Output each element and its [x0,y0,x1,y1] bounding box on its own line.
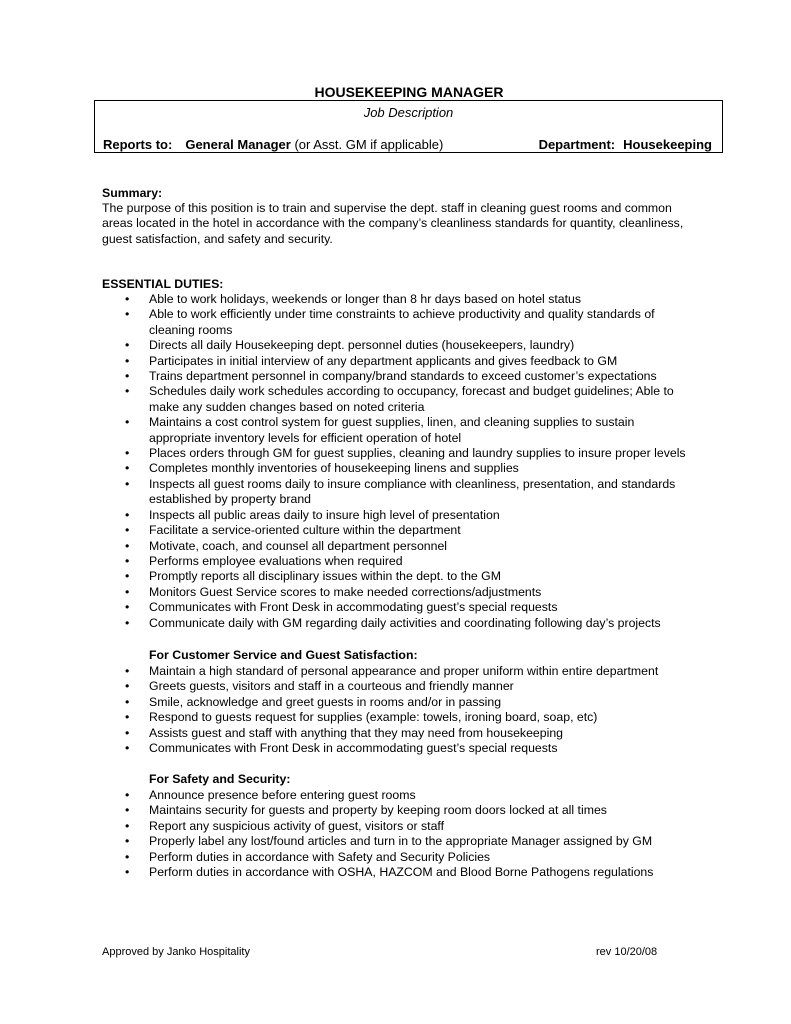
summary-heading: Summary: [102,186,163,200]
list-item [0,616,686,631]
list-item-text: Communicate daily with GM regarding daily activities and coordinating following day’s projects [149,615,661,630]
list-item [0,446,686,461]
list-item-text: Communicates with Front Desk in accommodating guest’s special requests [149,600,558,615]
list-item [0,819,653,834]
list-item [0,569,686,584]
reports-to-label: Reports to: [103,137,173,152]
safety-security-list [0,788,653,880]
list-item-text: Inspects all public areas daily to insure high level of presentation [149,507,500,522]
bullet-icon: • [125,818,130,833]
list-item-text: cleaning rooms [149,322,233,337]
list-item-text: Performs employee evaluations when required [149,553,403,568]
bullet-icon: • [125,725,130,740]
list-item [0,461,686,476]
list-item-text: Directs all daily Housekeeping dept. personnel duties (housekeepers, laundry) [149,338,575,353]
bullet-icon: • [125,292,130,306]
bullet-icon: • [125,353,130,368]
bullet-icon: • [125,569,130,584]
footer-revision: rev 10/20/08 [596,946,658,958]
list-item [0,664,658,679]
list-item-text: Respond to guests request for supplies (example: towels, ironing board, soap, etc) [149,710,598,725]
list-item-text: Communicates with Front Desk in accommodating guest’s special requests [149,741,558,756]
page-title: HOUSEKEEPING MANAGER [314,84,504,100]
reports-to-line [103,137,443,152]
list-item-text: Places orders through GM for guest supplies, cleaning and laundry supplies to insure proper levels [149,446,686,461]
bullet-icon: • [125,553,130,568]
customer-service-heading: For Customer Service and Guest Satisfaction: [149,648,418,662]
bullet-icon: • [125,615,130,630]
list-item-text: Monitors Guest Service scores to make needed corrections/adjustments [149,584,542,599]
summary-line: areas located in the hotel in accordance with the company’s cleanliness standards for quantity, cleanliness, [102,216,684,231]
list-item [0,695,658,710]
list-item-text: make any sudden changes based on noted criteria [149,399,425,414]
summary-body [102,201,722,247]
list-item [0,539,686,554]
bullet-icon: • [125,694,130,709]
bullet-icon: • [125,507,130,522]
reports-to-value: General Manager [185,137,291,152]
bullet-icon: • [125,369,130,384]
list-item-text: Maintain a high standard of personal appearance and proper uniform within entire department [149,664,659,678]
bullet-icon: • [125,415,130,430]
bullet-icon: • [125,679,130,694]
list-item-text: established by property brand [149,492,312,507]
list-item-text: Schedules daily work schedules according to occupancy, forecast and budget guidelines; Able to [149,384,674,399]
list-item-text: Maintains security for guests and property by keeping room doors locked at all times [149,803,607,818]
list-item [0,865,653,880]
bullet-icon: • [125,664,130,678]
list-item-text: Perform duties in accordance with OSHA, HAZCOM and Blood Borne Pathogens regulations [149,865,654,880]
list-item [0,523,686,538]
list-item [0,726,658,741]
list-item-text: Able to work holidays, weekends or longer than 8 hr days based on hotel status [149,292,582,306]
bullet-icon: • [125,710,130,725]
list-item [0,600,686,615]
bullet-icon: • [125,476,130,491]
list-item-text: Smile, acknowledge and greet guests in rooms and/or in passing [149,694,502,709]
bullet-icon: • [125,803,130,818]
bullet-icon: • [125,788,130,802]
list-item [0,710,658,725]
bullet-icon: • [125,446,130,461]
list-item-text: Announce presence before entering guest rooms [149,788,416,802]
bullet-icon: • [125,741,130,756]
department-line [539,137,712,152]
list-item [0,508,686,523]
list-item [0,679,658,694]
bullet-icon: • [125,307,130,322]
bullet-icon: • [125,600,130,615]
list-item [0,354,686,369]
list-item [0,741,658,756]
safety-security-heading: For Safety and Security: [149,772,291,786]
footer-approved: Approved by Janko Hospitality [102,946,250,958]
list-item [0,803,653,818]
list-item-text: Completes monthly inventories of housekeeping linens and supplies [149,461,519,476]
department-label: Department: [538,137,616,152]
list-item-text: Inspects all guest rooms daily to insure compliance with cleanliness, presentation, and standards [149,476,676,491]
list-item-text: Assists guest and staff with anything that they may need from housekeeping [149,725,564,740]
list-item [0,415,686,446]
list-item [0,338,686,353]
list-item-text: appropriate inventory levels for efficient operation of hotel [149,430,462,445]
list-item-text: Trains department personnel in company/brand standards to exceed customer’s expectations [149,369,657,384]
bullet-icon: • [125,384,130,399]
list-item-text: Motivate, coach, and counsel all department personnel [149,538,448,553]
essential-duties-list [0,292,686,631]
list-item [0,585,686,600]
summary-line: guest satisfaction, and safety and security. [102,231,333,246]
list-item-text: Properly label any lost/found articles and turn in to the appropriate Manager assigned by GM [149,834,653,849]
bullet-icon: • [125,584,130,599]
bullet-icon: • [125,865,130,880]
customer-service-list [0,664,658,756]
list-item [0,307,686,338]
header-box [94,100,723,153]
department-value: Housekeeping [623,137,712,152]
list-item [0,292,686,307]
list-item [0,834,653,849]
list-item-text: Greets guests, visitors and staff in a courteous and friendly manner [149,679,514,694]
bullet-icon: • [125,523,130,538]
list-item-text: Perform duties in accordance with Safety and Security Policies [149,849,491,864]
bullet-icon: • [125,338,130,353]
bullet-icon: • [125,538,130,553]
list-item [0,788,653,803]
list-item-text: Promptly reports all disciplinary issues within the dept. to the GM [149,569,501,584]
bullet-icon: • [125,461,130,476]
list-item [0,554,686,569]
summary-line: The purpose of this position is to train and supervise the dept. staff in cleaning guest rooms and common [102,201,672,215]
list-item-text: Able to work efficiently under time constraints to achieve productivity and quality standards of [149,307,655,322]
list-item-text: Facilitate a service-oriented culture within the department [149,523,461,538]
bullet-icon: • [125,834,130,849]
list-item-text: Participates in initial interview of any department applicants and gives feedback to GM [149,353,618,368]
essential-duties-heading: ESSENTIAL DUTIES: [102,277,224,291]
list-item [0,369,686,384]
job-description-subtitle: Job Description [363,105,454,120]
bullet-icon: • [125,849,130,864]
reports-to-qualifier: (or Asst. GM if applicable) [290,137,444,152]
list-item-text: Maintains a cost control system for guest supplies, linen, and cleaning supplies to sustain [149,415,635,430]
list-item [0,384,686,415]
list-item [0,850,653,865]
list-item [0,477,686,508]
list-item-text: Report any suspicious activity of guest, visitors or staff [149,818,445,833]
